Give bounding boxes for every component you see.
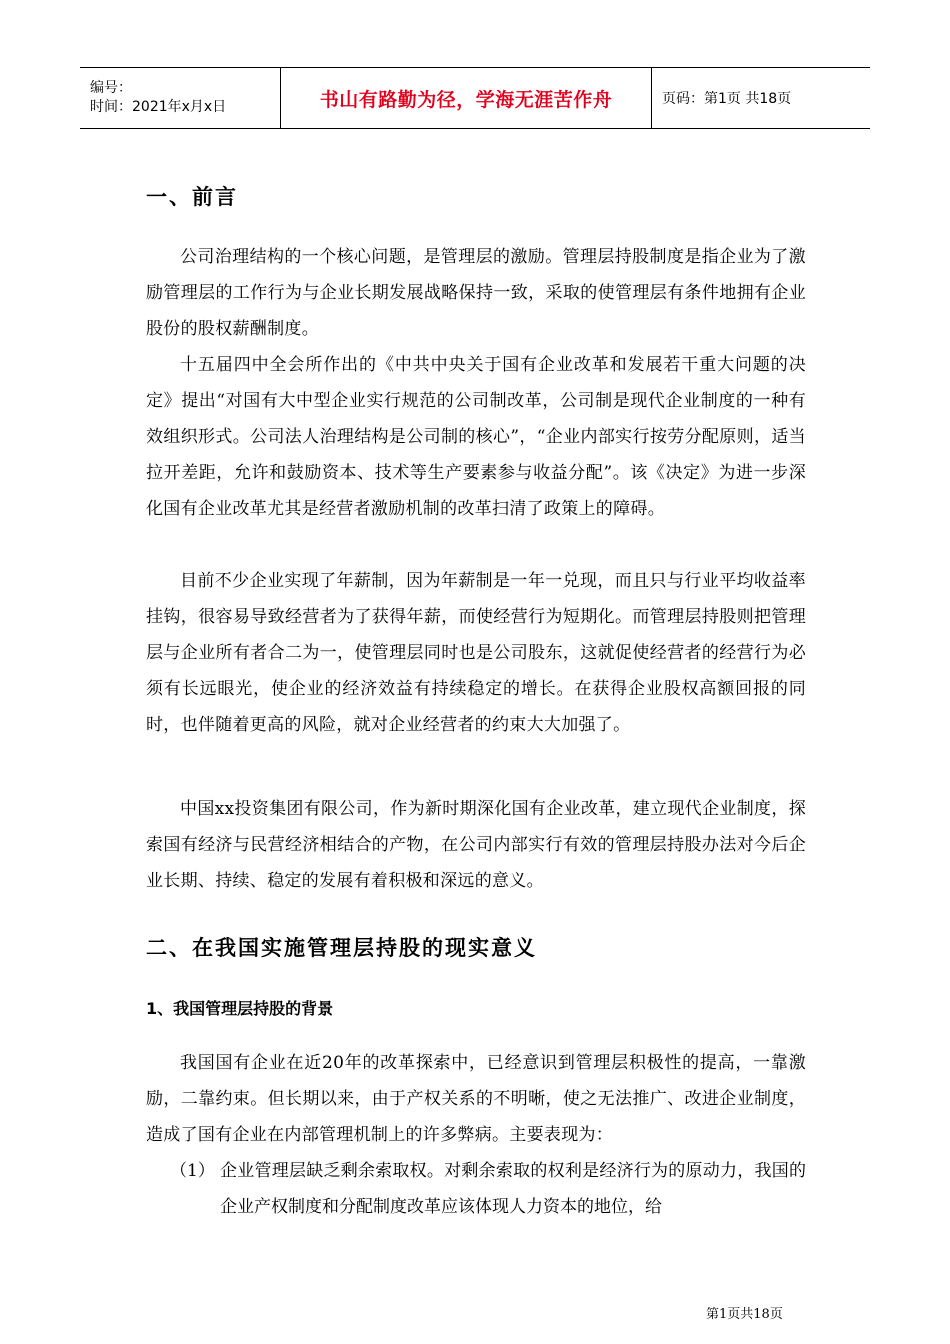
header-page-info: 页码：第1页 共18页 [662, 91, 792, 107]
document-header [80, 67, 870, 129]
list-item-1 [170, 1153, 806, 1225]
list-item-text: 企业管理层缺乏剩余索取权。对剩余索取的权利是经济行为的原动力，我国的企业产权制度和分配制度改革应该体现人力资本的地位，给 [220, 1161, 806, 1217]
section-1-paragraph-1: 公司治理结构的一个核心问题，是管理层的激励。管理层持股制度是指企业为了激励管理层的工作行为与企业长期发展战略保持一致，采取的使管理层有条件地拥有企业股份的股权薪酬制度。 [146, 247, 806, 339]
page-footer: 第1页共18页 [706, 1307, 783, 1322]
section-1-title: 一、前言 [146, 185, 238, 209]
section-1-paragraph-3: 目前不少企业实现了年薪制，因为年薪制是一年一兑现，而且只与行业平均收益率挂钩，很容易导致经营者为了获得年薪，而使经营行为短期化。而管理层持股则把管理层与企业所有者合二为一，使管理层同时也是公司股东，这就促使经营者的经营行为必须有长远眼光，使企业的经济效益有持续稳定的增长。在获得企业股权高额回报的同时，也伴随着更高的风险，就对企业经营者的约束大大加强了。 [146, 571, 806, 735]
header-motto: 书山有路勤为径，学海无涯苦作舟 [319, 88, 613, 111]
section-1-paragraph-4: 中国xx投资集团有限公司，作为新时期深化国有企业改革，建立现代企业制度，探索国有经济与民营经济相结合的产物，在公司内部实行有效的管理层持股办法对今后企业长期、持续、稳定的发展有着积极和深远的意义。 [146, 799, 806, 891]
document-number-label: 编号： [90, 80, 132, 96]
header-meta [80, 68, 281, 128]
section-2-title: 二、在我国实施管理层持股的现实意义 [146, 936, 537, 960]
section-2-subtitle-1: 1、我国管理层持股的背景 [146, 999, 334, 1018]
document-time-label: 时间：2021年x月x日 [90, 99, 227, 115]
list-item-number: （1） [170, 1161, 215, 1181]
section-2-paragraph-1: 我国国有企业在近20年的改革探索中，已经意识到管理层积极性的提高，一靠激励，二靠约束。但长期以来，由于产权关系的不明晰，使之无法推广、改进企业制度，造成了国有企业在内部管理机制上的许多弊病。主要表现为： [146, 1053, 806, 1145]
section-1-paragraph-2: 十五届四中全会所作出的《中共中央关于国有企业改革和发展若干重大问题的决定》提出“对国有大中型企业实行规范的公司制改革，公司制是现代企业制度的一种有效组织形式。公司法人治理结构是公司制的核心”，“企业内部实行按劳分配原则，适当拉开差距，允许和鼓励资本、技术等生产要素参与收益分配”。该《决定》为进一步深化国有企业改革尤其是经营者激励机制的改革扫清了政策上的障碍。 [146, 355, 806, 519]
header-page-cell [652, 68, 870, 128]
header-motto-cell [281, 68, 652, 128]
